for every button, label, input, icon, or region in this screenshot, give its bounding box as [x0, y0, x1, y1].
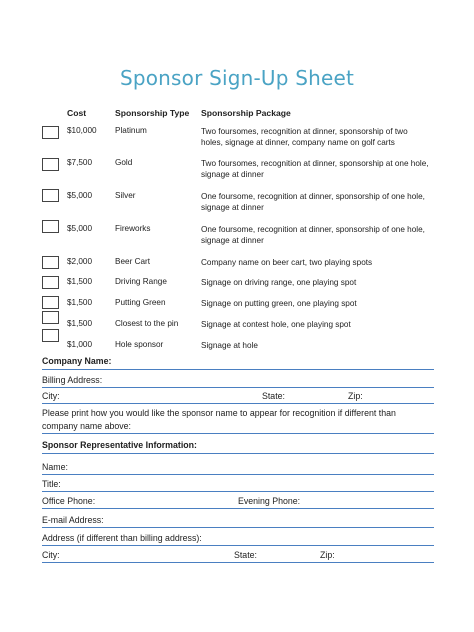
- sponsorship-type: Closest to the pin: [115, 319, 179, 328]
- city-state-zip2-field[interactable]: [42, 562, 434, 563]
- zip2-label: Zip:: [320, 550, 335, 560]
- sponsorship-cost: $7,500: [67, 158, 93, 167]
- billing-address-field[interactable]: [42, 387, 434, 388]
- office-phone-label: Office Phone:: [42, 496, 96, 506]
- sponsorship-cost: $1,500: [67, 298, 93, 307]
- sponsorship-type: Putting Green: [115, 298, 166, 307]
- rep-heading-line: [42, 453, 434, 454]
- email-field[interactable]: [42, 527, 434, 528]
- sponsorship-checkbox[interactable]: [42, 296, 59, 309]
- page-title: Sponsor Sign-Up Sheet: [119, 66, 355, 90]
- print-note-line-2: company name above:: [42, 421, 131, 431]
- sponsorship-checkbox[interactable]: [42, 311, 59, 324]
- sponsorship-package: Two foursomes, recognition at dinner, sponsorship of two holes, signage at dinner, company name on golf carts: [201, 127, 408, 147]
- sponsorship-type: Gold: [115, 158, 133, 167]
- sponsorship-cost: $1,000: [67, 340, 93, 349]
- print-note-line-1: Please print how you would like the sponsor name to appear for recognition if different than: [42, 408, 396, 418]
- city-label: City:: [42, 391, 60, 401]
- name-label: Name:: [42, 462, 68, 472]
- sponsorship-package: Signage at contest hole, one playing spot: [201, 320, 351, 329]
- cost-column-header: Cost: [67, 108, 87, 118]
- sponsorship-cost: $10,000: [67, 126, 97, 135]
- sponsorship-package: Signage on putting green, one playing spot: [201, 299, 357, 308]
- address-label: Address (if different than billing address):: [42, 533, 202, 543]
- sponsorship-checkbox[interactable]: [42, 220, 59, 233]
- sponsorship-package: One foursome, recognition at dinner, sponsorship of one hole, signage at dinner: [201, 192, 425, 212]
- sponsorship-type: Hole sponsor: [115, 340, 164, 349]
- sponsorship-package: One foursome, recognition at dinner, sponsorship of one hole, signage at dinner: [201, 225, 425, 245]
- email-label: E-mail Address:: [42, 515, 104, 525]
- sponsorship-checkbox[interactable]: [42, 126, 59, 139]
- sponsorship-package: Signage at hole: [201, 341, 258, 350]
- company-name-field[interactable]: [42, 369, 434, 370]
- sponsorship-type: Platinum: [115, 126, 147, 135]
- sponsorship-checkbox[interactable]: [42, 158, 59, 171]
- rep-info-heading: Sponsor Representative Information:: [42, 440, 197, 450]
- city2-label: City:: [42, 550, 60, 560]
- sponsorship-cost: $1,500: [67, 277, 93, 286]
- sponsorship-checkbox[interactable]: [42, 189, 59, 202]
- sponsorship-type: Fireworks: [115, 224, 151, 233]
- sponsorship-cost: $2,000: [67, 257, 93, 266]
- sponsorship-package: Signage on driving range, one playing spot: [201, 278, 357, 287]
- company-name-label: Company Name:: [42, 356, 112, 366]
- sponsorship-cost: $5,000: [67, 224, 93, 233]
- zip-label: Zip:: [348, 391, 363, 401]
- sponsorship-checkbox[interactable]: [42, 276, 59, 289]
- recognition-name-field[interactable]: [42, 433, 434, 434]
- city-state-zip-field[interactable]: [42, 403, 434, 404]
- sponsorship-package: Two foursomes, recognition at dinner, sponsorship at one hole, signage at dinner: [201, 159, 429, 179]
- sponsorship-type: Beer Cart: [115, 257, 151, 266]
- title-label: Title:: [42, 479, 61, 489]
- type-column-header: Sponsorship Type: [115, 108, 190, 118]
- package-column-header: Sponsorship Package: [201, 108, 291, 118]
- state-label: State:: [262, 391, 285, 401]
- sponsorship-type: Silver: [115, 191, 136, 200]
- address-field[interactable]: [42, 545, 434, 546]
- sponsorship-checkbox[interactable]: [42, 329, 59, 342]
- sponsorship-package: Company name on beer cart, two playing spots: [201, 258, 373, 267]
- name-field[interactable]: [42, 474, 434, 475]
- sponsorship-cost: $5,000: [67, 191, 93, 200]
- sponsorship-checkbox[interactable]: [42, 256, 59, 269]
- phone-field[interactable]: [42, 508, 434, 509]
- state2-label: State:: [234, 550, 257, 560]
- sponsorship-type: Driving Range: [115, 277, 167, 286]
- billing-address-label: Billing Address:: [42, 375, 103, 385]
- evening-phone-label: Evening Phone:: [238, 496, 301, 506]
- title-field[interactable]: [42, 491, 434, 492]
- sponsorship-cost: $1,500: [67, 319, 93, 328]
